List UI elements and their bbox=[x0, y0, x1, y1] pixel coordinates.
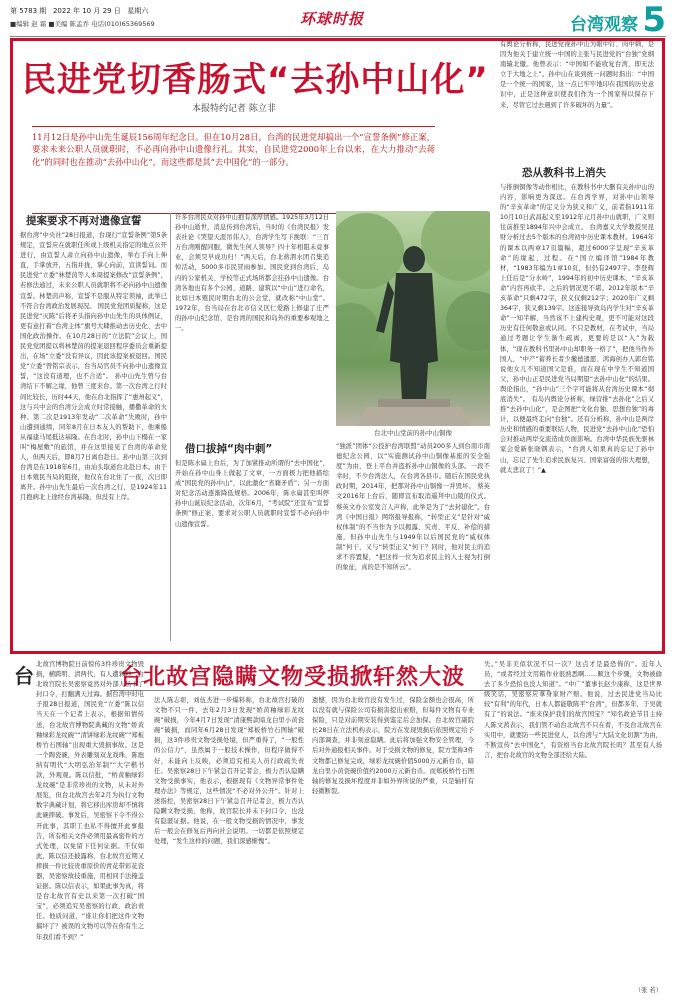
subhead-2: 借口拔掉“肉中刺” bbox=[185, 443, 273, 455]
paragraph-8: 有舆论分析称，民进党视孙中山为眼中钉、肉中刺，是因为他关于建立统一中国的主张与民进党的“台独”党纲南辕北辙。他曾表示：“中国如不能收复台湾，即无法立于大地之上”。孙中山在谈到统一问题时指出：“中国是一个统一的国家，这一点已牢牢地印在我国的历史意识中，正是这种意识使我们作为一个国家得以保存下来，尽管它过去遇到了许多破坏的力量”。 bbox=[500, 41, 654, 109]
masthead-divider bbox=[10, 36, 666, 37]
column-4-text bbox=[500, 183, 654, 476]
article-2-column-2-text: 法人陈志彰，刘伍杰进一步爆料称，台北故宫打破的文物不只一件，去年2月3日发现“娇黄釉绿彩龙纹碗”破损，今年4月7日发现“清康熙款暗龙白里小黄瓷碗”破损，而同年6月28日发现“郑板桥竹石图轴”破损，这3件珍贵文物受损处境，但严重得了，“一般性的公信力”，虽然属于一般技术操作，但程序做得不好，未能向上反映，必须追究相关人员行政疏失责任。吴密察28日下午紧急召开记者会，极力否认隐瞒文物受损事实，他表示，根据现有《文物异常事件处理办法》等规定，这些情况“不必对外公开”。针对上述指控，吴密察28日下午紧急召开记者会，极力否认隐瞒文物受损，他称，故宫院长并未下封口令，也没有隐匿证据。他说，在一般文物受损的情况中，事发后一般会在修复后再向社会说明。一切都是依照规定处理，“发生这样的问题，我们深感惭愧”。 bbox=[154, 697, 304, 846]
paragraph-10: 台湾嘉义大学教授吴昆财分析过去5个版本的台湾初中历史课本教材。1964年的课本以两章17页篇幅，超过6000字呈现“辛亥革命”的缘起、过程。在“国立编译馆”1984年教材，“1983年编为1章10页，但仍有2497字。李登辉上任后是“分水岭”，1994年的初中历史课本，“辛亥革命”内容再砍半。之后的情况更不堪。2012年版本“辛亥革命”只剩472字，狭义仅剩212字；2020年广义剩364字，狭义剩139字。这连接导致岛内学生对“辛亥革命”一知半解，当然该不上建构史观，更不可能对这段历史有任何敬意或认同。不只是教材，在考试中，当局通过考题让学生渐生疏离，更要的是以“入”为载体，“现在教科书里孙中山却职务一格了”，把他当作外国人，“中产”蓄养长者少撤德遗愿、鸿海创办人郭台铭说他女儿不知道国父是谁，而在现在中学生不知道国父，孙中山正是民进党当局期望“去孙中山化”的结果。舆论指出，“孙中山”三个字可能将从台湾历史课本“彻底消失”。 bbox=[500, 224, 654, 403]
statue-photo bbox=[336, 211, 490, 426]
article-2-column-4-text: 失。”吴非美似状况不只一次？这点才是最恐怖的”。近年人员，“或者经过文用箱作业很熟悉啊……顺这个步骤，文物被偷去了多少恐怕也没人知道”。“中广”董事长赵少康称，这是世界级笑话，吴密察应拿身家财产赔。他说，过去民进党当局比较“有利”的年代，日本人都能敬陈平“台湾”，但都多年，于吴就有了”的说法。“谁来保护我们的故宫国宝？”知名政论节目主持人陈文茜表示，我们管不动台北故宫不只在看，不及台北故宫在实用中，就要防一些民进党人，以台湾与“大陆文化切割”为由，不断宣传“去中国化”，有资格当台北故宫院长吗？甚至有人扬言，把台北故宫的文物全部还给大陆。 bbox=[484, 661, 662, 759]
issue-number: 第 5783 期 bbox=[10, 7, 47, 15]
column-divider bbox=[170, 213, 171, 641]
page-name: 台湾观察 bbox=[570, 15, 638, 35]
lede-paragraph: 11月12日是孙中山先生诞辰156周年纪念日。但在10月28日，台湾的民进党却搞出一个“宣誓条例”修正案，要求未来公职人员就职时，不必再向孙中山遗像行礼。其实，自民进党2000年上台以来，在大力推动“去蒋化”的同时也在推动“去孙中山化”，而这些都是其“去中国化”的一部分。 bbox=[32, 126, 435, 214]
photo-caption: 台北中山堂前的孙中山铜像 bbox=[374, 429, 452, 437]
article-2-column-2 bbox=[154, 696, 304, 996]
newspaper-logo: 环球时报 bbox=[300, 10, 365, 28]
column-1-text bbox=[20, 231, 167, 639]
article-2-headline: 台北故宫隐瞒文物受损掀轩然大波 bbox=[120, 665, 466, 690]
issue-weekday: 星期六 bbox=[127, 7, 149, 15]
column-4 bbox=[500, 40, 654, 640]
paragraph-2: 国民党党团质疑称，这是民进党“灭陈”后将矛头指向孙中山先生的具体例证，更有意打着“台湾主体”旗号大肆推动去历史化、去中国化政治操作。在10月28日的“立法院”会议上，国民党党团提以将林楚茵的提案退回程序委员会重新提出，在场“立委”没有异议，因此该提案被退回。国民党“立委”曾铭宗表示，台当局官员不向孙中山遗像宣誓，“这没有道理，也不合适”。 bbox=[20, 302, 167, 381]
staff-line: ■编辑 赵 霜 ■美编 陈孟乔 电话(010)65369569 bbox=[10, 20, 155, 28]
column-3 bbox=[336, 442, 490, 640]
sun-yat-sen-statue-image bbox=[336, 211, 490, 426]
article-2-column-4 bbox=[484, 660, 662, 996]
byline: 本报特约记者 陈立非 bbox=[192, 104, 276, 114]
paragraph-11: 有岛内舆论分析称，绿营推“去孙化”之后又推“去孙中山化”，是企图把“文化台独、思想台独”的毒计，以便最终走向“台独”。还有分析称，孙中山是两岸历史和情感的重要联结人物，民进党“去孙中山化”恐怕会对推动两岸交流造成负面影响。台湾中华民族先驱林家会爱新张晓钢表示，“台湾人如果真的忘记了孙中山，忘记了先生追求民族复兴、国家富强的伟大理想，就太悲哀了！”▲ bbox=[500, 395, 654, 474]
subhead-1: 提案要求不再对遗像宣誓 bbox=[26, 215, 142, 227]
article-2-column-1 bbox=[36, 660, 144, 996]
paragraph-4: 许多台湾民众对孙中山抱有深厚情感。1925年3月12日孙中山逝世，消息传到台湾后，当时的《台湾民报》发表社论《哭望天涯吊伟人》，台湾学生写下挽联：“三百万台湾刚醒同胞，微先生何人领导？四十年相阻未竟事业，会须昊早成功归！”两天后，台北蒋渭水团召集追悼活动，5000多市民冒雨参加。国民党到台湾后，岛内的公家机关、学校等正式场所都会挂孙中山遗像。台湾各地也有多个公园、道路、建筑以“中山”进行命名，比如日本殖民时期台北的公会堂，就改称“中山堂”。1972年，台当局在台北市信义区仁爱路上修建了庄严的孙中山纪念馆，是台湾的国民和岛外的重要参观地之一。 bbox=[175, 214, 329, 333]
paragraph-1: 据台湾“中央社”28日报道，台现行“宣誓条例”第5条规定，宣誓应在就职任所或上级机关指定的地点公开进行，由宣誓人肃立向孙中山遗像，举右手向上伸直，手掌放开，五指并拢，掌心向前，宣读誓词。而民进党“立委”林楚茵等人本周提案修改“宣誓条例”，若修法通过，未来公职人员就职将不必向孙中山遗像宣誓。林楚茵声称，宣誓不是服从特定领袖，此举已不符合台湾政治发展现况。 bbox=[20, 232, 167, 310]
main-headline: 民进党切香肠式“去孙中山化” bbox=[22, 60, 489, 100]
article-2-column-3 bbox=[312, 696, 474, 996]
author-signature: （张 若） bbox=[634, 987, 662, 994]
masthead bbox=[10, 0, 666, 40]
column-3-text bbox=[336, 442, 490, 573]
paragraph-3: 孙中山先生曾与台湾结下不解之缘，他曾三度来台。第一次台湾之行时间比较长，历时44天，他在台北指挥了“惠州起义”，这与兴中会的台湾分会成立时常接触，播撒革命的火种。第二次是1913年发动“二次革命”失败时，孙中山遭到通缉，同年8月在日本友人的帮助下，他乘船从福建马尾抵达基隆。在台北时，孙中山下榻在一家叫“梅屋敷”的旅馆，并在这里接见了台湾的革命党人，但两天后，即8月7日离台赴日。孙中山第三次到台湾是在1918年6月，由汕头取道台北赴日本。由于日本殖民当局的阻挠，他仅在台北住了一夜，次日即离开。孙中山先生最后一次台湾之行，是1924年11月抱病北上途经台湾基隆，但没有上岸。 bbox=[20, 373, 167, 502]
issue-date: 2022 年 10 月 29 日 bbox=[52, 7, 121, 15]
paragraph-5: 但是陈水扁上台后，为了加紧推动所谓的“去中国化”，开始在孙中山身上做起了文章，一方面极力把他描绘成“国民党的孙中山”，以此激化“省籍矛盾”；另一方面对纪念活动逐渐降低规格。2006年，陈水扁甚至叫停孙中山诞辰纪念活动，次年6月，“考试院”还宣布“宣誓条例”修正案，要求对公职人员就职时宣誓不必向孙中山遗像宣誓。 bbox=[175, 460, 329, 528]
column-2 bbox=[175, 213, 329, 641]
article-2-column-3-text: 遗憾，因为台北故宫没有发生过，保险金额也会很高，所以没有就与保险公司有损害提出索赔，但每件文物有专业保险，只是对前期安装得到鉴定后会加保。台北故宫副院长28日在立法机构表示，院方在发现毁损后依照规定给予内部调查，并非刻意隐瞒。此后将加强文物安全管理，今后对外通报相关事件。对于受损文物的修复，院方坚称3件文物都已修复完成，绿彩龙纹碗价值5000万元新台币，暗龙白里小黄瓷碗价值约2000万元新台币。而郑板桥竹石图轴的修复及损坏程度并非如外界所说的严重，只是轴杆有轻微断裂。 bbox=[312, 697, 474, 795]
paragraph-9: 与推倒铜像等动作相比，在教科书中大删有关孙中山的内容，影响更为深远。在台湾学界，对孙中山领导的“辛亥革命”的定义分为狭义和广义，前者指1911年10月10日武昌起义至1912年元月孙中山就职，广义则往前推至1894年兴中会成立。 bbox=[500, 184, 654, 232]
paragraph-7: 蔡英文2016年上台后，随即宣布取消遥拜中山陵的仪式。蔡英文办公室发言人声称，此举是为了“去封建化”。台湾《中国日报》网络报导报称，“转型正义”是针对“威权体制”的不当作为予以揭露、究责、平反、补偿的措施，但孙中山先生与1949年以后国民党的“威权体制”何干，又与“转型正义”何干？同时，他对民主的追求不容置疑，“把这样一位为追求民主的人士视为打倒的象征，真的是不知所云”。 bbox=[336, 483, 490, 572]
column-1 bbox=[20, 213, 167, 639]
subhead-3: 恐从教科书上消失 bbox=[522, 167, 606, 179]
paragraph-6: “独派”团体“公投护台湾联盟”动员200多人到台南市南德纪念公园，以“实施测试孙中山铜像基座的安全强度”为由，登上平台并盗拆孙中山铜像的头部。一段不幸时，不少台湾法人，在台湾各县市。随后在国民党执政时期，2014年，把那对孙中山铜像一并毁坏。 bbox=[336, 443, 490, 491]
drop-cap: 台 bbox=[14, 664, 34, 688]
article-2-column-1-text: 北故宫博物院日前惊传3件珍贵文物毁损，横跨明、清两代，有人遭彩料，台北故宫院长吴密察竟然对外部人员下了封口令，打翻满天过海。据台湾中时电子报28日报道，国民党“立委”陈以信当天在一个记者上表示，根据知情传送，台北故宫博物院典藏的文物“娇黄釉绿彩龙纹碗”“清饼绿彩龙纹碗”“郑板桥竹石图轴”出现重大毁损事故。这是一个陶瓷碗，外表雕刻双龙戏珠，陈虺纳有明代“大明弘治年制”“大字楷书款，外观观。陈以信批，“桥黄釉绿彩龙纹碗”是非常珍贵的文物，从未对外展览，但台北故宫去年2月为执行文物数字典藏计划，将它移出库房却不慎将此碗摔破。事发后，吴密察下令不得公开此事，其职工也私不得擅开此事报告，所有相关文件必须用最高密件的方式处理，以免留下任何证据。不仅如此，陈以信还披露称，台北故宫近期又摔损一件比较贵重原价的青花带彩花瓷器，吴密察故技重施，用相同手法掩盖证据。陈以信表示，如果此事为真，将是台北故宫有史以来第一次打破“国宝”，必须追究吴密察的行政、政治责任。他质问道，“谁让你们把这件文物搞坏了？被误的文物可以等在你有生之年我们看不到？” bbox=[36, 661, 144, 941]
page-number: 5 bbox=[642, 0, 666, 40]
issue-line bbox=[10, 6, 148, 16]
